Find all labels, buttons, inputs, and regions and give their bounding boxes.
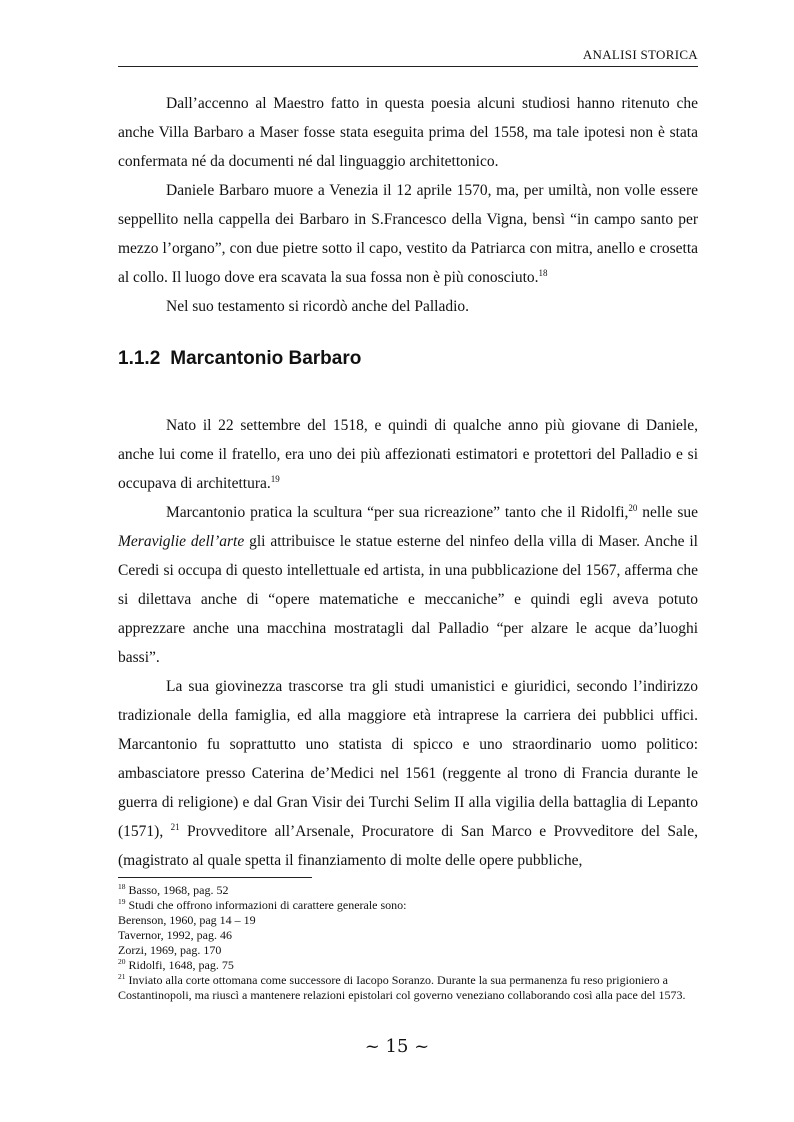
footnote-text: Inviato alla corte ottomana come successore di Iacopo Soranzo. Durante la sua permanenza fu reso prigioniero a Costantinopoli, ma riuscì a mantenere relazioni epistolari col governo veneziano collaborando così alla pace del 1573. — [118, 973, 686, 1002]
main-paragraphs — [118, 411, 698, 875]
paragraph — [118, 672, 698, 875]
paragraph — [118, 89, 698, 176]
paragraph-text: gli attribuisce le statue esterne del ninfeo della villa di Maser. Anche il Ceredi si occupa di questo intellettuale ed artista, in una pubblicazione del 1567, afferma che si dilettava anche di “opere matematiche e meccaniche” e quindi egli aveva potuto apprezzare anche una macchina mostratagli dal Palladio “per alzare le acque da’luoghi bassi”. — [118, 533, 698, 666]
header-rule — [118, 66, 698, 67]
section-title: Marcantonio Barbaro — [170, 348, 362, 369]
paragraph-text: La sua giovinezza trascorse tra gli studi umanistici e giuridici, secondo l’indirizzo tradizionale della famiglia, ed alla maggiore età intraprese la carriera dei pubblici uffici. Marcantonio fu soprattutto uno statista di spicco e uno straordinario uomo politico: ambasciatore presso Caterina de’Medici nel 1561 (reggente al trono di Francia durante le guerra di religione) e dal Gran Visir dei Turchi Selim II alla vigilia della battaglia di Lepanto (1571), — [118, 678, 698, 840]
footnote-number: 20 — [118, 957, 126, 966]
paragraph-text: Nel suo testamento si ricordò anche del Palladio. — [166, 298, 470, 315]
footnote-text: Zorzi, 1969, pag. 170 — [118, 943, 222, 957]
footnote-number: 19 — [118, 897, 126, 906]
paragraph — [118, 176, 698, 292]
footnote — [118, 883, 698, 898]
footnote-text: Tavernor, 1992, pag. 46 — [118, 928, 232, 942]
footnote-rule — [118, 877, 312, 878]
footnote-text: Ridolfi, 1648, pag. 75 — [125, 958, 234, 972]
paragraph-text: nelle sue — [637, 504, 698, 521]
paragraph — [118, 292, 698, 321]
paragraph-text: Marcantonio pratica la scultura “per sua ricreazione” tanto che il Ridolfi, — [166, 504, 629, 521]
footnote — [118, 958, 698, 973]
section-heading — [118, 348, 361, 370]
footnote — [118, 898, 698, 913]
footnote-text: Basso, 1968, pag. 52 — [125, 883, 229, 897]
footnotes — [118, 883, 698, 1003]
footnote-number: 21 — [118, 972, 126, 981]
page-number: ~ 15 ~ — [364, 1036, 430, 1057]
intro-paragraphs — [118, 89, 698, 321]
footnote-ref[interactable]: 20 — [628, 502, 638, 513]
footnote — [118, 913, 698, 928]
paragraph-text: Provveditore all’Arsenale, Procuratore di San Marco e Provveditore del Sale, (magistrato al quale spetta il finanziamento di molte delle opere pubbliche, — [118, 823, 698, 869]
paragraph-text: Daniele Barbaro muore a Venezia il 12 aprile 1570, ma, per umiltà, non volle essere seppellito nella cappella dei Barbaro in S.Francesco della Vigna, bensì “in campo santo per mezzo l’organo”, con due pietre sotto il capo, vestito da Patriarca con mitra, anello e crosetta al collo. Il luogo dove era scavata la sua fossa non è più conosciuto. — [118, 182, 698, 286]
book-title: Meraviglie dell’arte — [118, 533, 245, 550]
footnote-text: Studi che offrono informazioni di carattere generale sono: — [125, 898, 407, 912]
paragraph-text: Dall’accenno al Maestro fatto in questa poesia alcuni studiosi hanno ritenuto che anche Villa Barbaro a Maser fosse stata eseguita prima del 1558, ma tale ipotesi non è stata confermata né da documenti né dal linguaggio architettonico. — [118, 95, 698, 170]
footnote-ref[interactable]: 19 — [270, 473, 280, 484]
paragraph — [118, 411, 698, 498]
footnote-ref[interactable]: 21 — [170, 821, 180, 832]
paragraph — [118, 498, 698, 672]
footnote-text: Berenson, 1960, pag 14 – 19 — [118, 913, 256, 927]
footnote — [118, 928, 698, 943]
section-number: 1.1.2 — [118, 348, 161, 369]
footnote-number: 18 — [118, 882, 126, 891]
footnote — [118, 973, 698, 1003]
footnote-ref[interactable]: 18 — [538, 267, 548, 278]
running-header: ANALISI STORICA — [582, 47, 698, 62]
footnote — [118, 943, 698, 958]
paragraph-text: Nato il 22 settembre del 1518, e quindi di qualche anno più giovane di Daniele, anche lui come il fratello, era uno dei più affezionati estimatori e protettori del Palladio e si occupava di architettura. — [118, 417, 698, 492]
